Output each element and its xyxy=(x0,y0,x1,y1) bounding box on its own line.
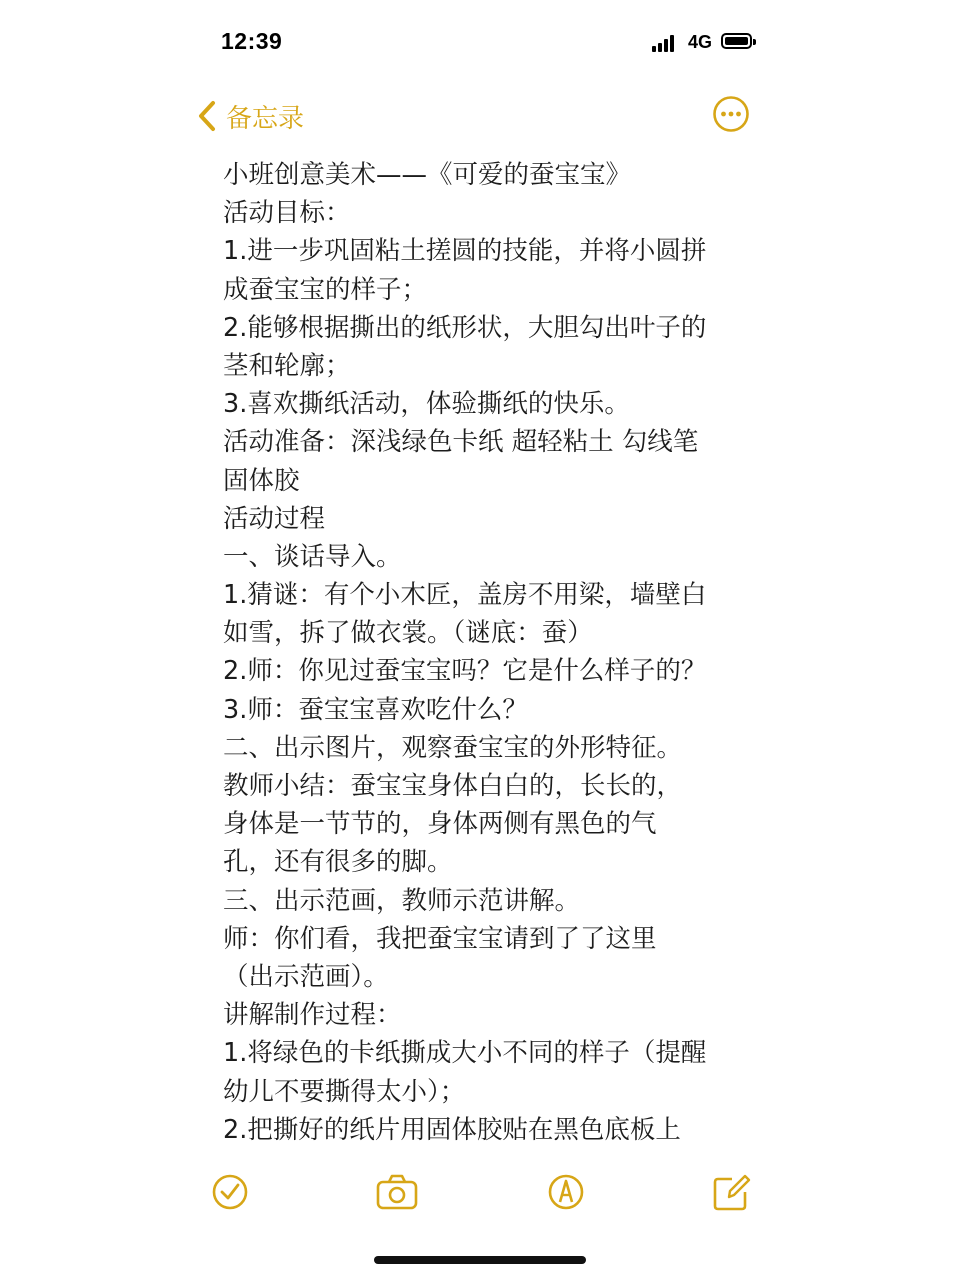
ellipsis-circle-icon[interactable] xyxy=(712,95,750,133)
note-line: （出示范画）。 xyxy=(223,961,389,992)
home-indicator[interactable] xyxy=(374,1256,586,1264)
checklist-icon[interactable] xyxy=(210,1170,250,1214)
note-line: 活动目标： xyxy=(223,198,351,229)
cellular-signal-icon xyxy=(652,34,678,52)
note-line: 讲解制作过程： xyxy=(223,1000,402,1031)
note-line: 一、谈话导入。 xyxy=(223,541,402,572)
note-line: 固体胶 xyxy=(223,465,300,496)
note-line: 二、出示图片，观察蚕宝宝的外形特征。 xyxy=(223,732,683,763)
network-type: 4G xyxy=(688,32,713,52)
note-body[interactable] xyxy=(223,156,763,1149)
battery-icon xyxy=(721,33,752,49)
note-line: 2.能够根据撕出的纸形状，大胆勾出叶子的 xyxy=(223,312,707,343)
note-line: 茎和轮廓； xyxy=(223,350,351,381)
note-line: 教师小结：蚕宝宝身体白白的，长长的， xyxy=(223,771,683,801)
note-line: 师：你们看，我把蚕宝宝请到了了这里 xyxy=(223,923,657,954)
status-time: 12:39 xyxy=(221,28,283,54)
back-label: 备忘录 xyxy=(226,103,305,134)
chevron-left-icon xyxy=(196,99,218,133)
note-line: 孔，还有很多的脚。 xyxy=(223,847,453,878)
note-line: 1.将绿色的卡纸撕成大小不同的样子（提醒 xyxy=(223,1038,707,1069)
note-line: 1.猜谜：有个小木匠，盖房不用梁，墙壁白 xyxy=(223,580,707,611)
compose-icon[interactable] xyxy=(712,1170,752,1214)
note-line: 小班创意美术——《可爱的蚕宝宝》 xyxy=(223,160,632,190)
note-line: 身体是一节节的，身体两侧有黑色的气 xyxy=(223,809,657,840)
note-line: 三、出示范画，教师示范讲解。 xyxy=(223,885,581,916)
bottom-toolbar xyxy=(0,1170,960,1220)
note-line: 3.师：蚕宝宝喜欢吃什么？ xyxy=(223,694,528,725)
note-line: 2.把撕好的纸片用固体胶贴在黑色底板上 xyxy=(223,1114,681,1145)
nav-bar xyxy=(0,90,960,140)
note-line: 如雪，拆了做衣裳。（谜底：蚕） xyxy=(223,618,593,649)
back-button[interactable] xyxy=(196,96,304,136)
note-line: 成蚕宝宝的样子； xyxy=(223,274,428,305)
note-line: 活动准备：深浅绿色卡纸 超轻粘土 勾线笔 xyxy=(223,427,699,458)
note-line: 活动过程 xyxy=(223,503,326,534)
note-line: 2.师：你见过蚕宝宝吗？它是什么样子的？ xyxy=(223,656,707,687)
note-line: 1.进一步巩固粘土搓圆的技能，并将小圆拼 xyxy=(223,236,707,267)
note-line: 幼儿不要撕得太小）； xyxy=(223,1076,466,1107)
status-bar xyxy=(0,0,960,90)
markup-pen-icon[interactable] xyxy=(546,1170,586,1214)
camera-icon[interactable] xyxy=(376,1170,418,1214)
note-line: 3.喜欢撕纸活动，体验撕纸的快乐。 xyxy=(223,389,630,420)
